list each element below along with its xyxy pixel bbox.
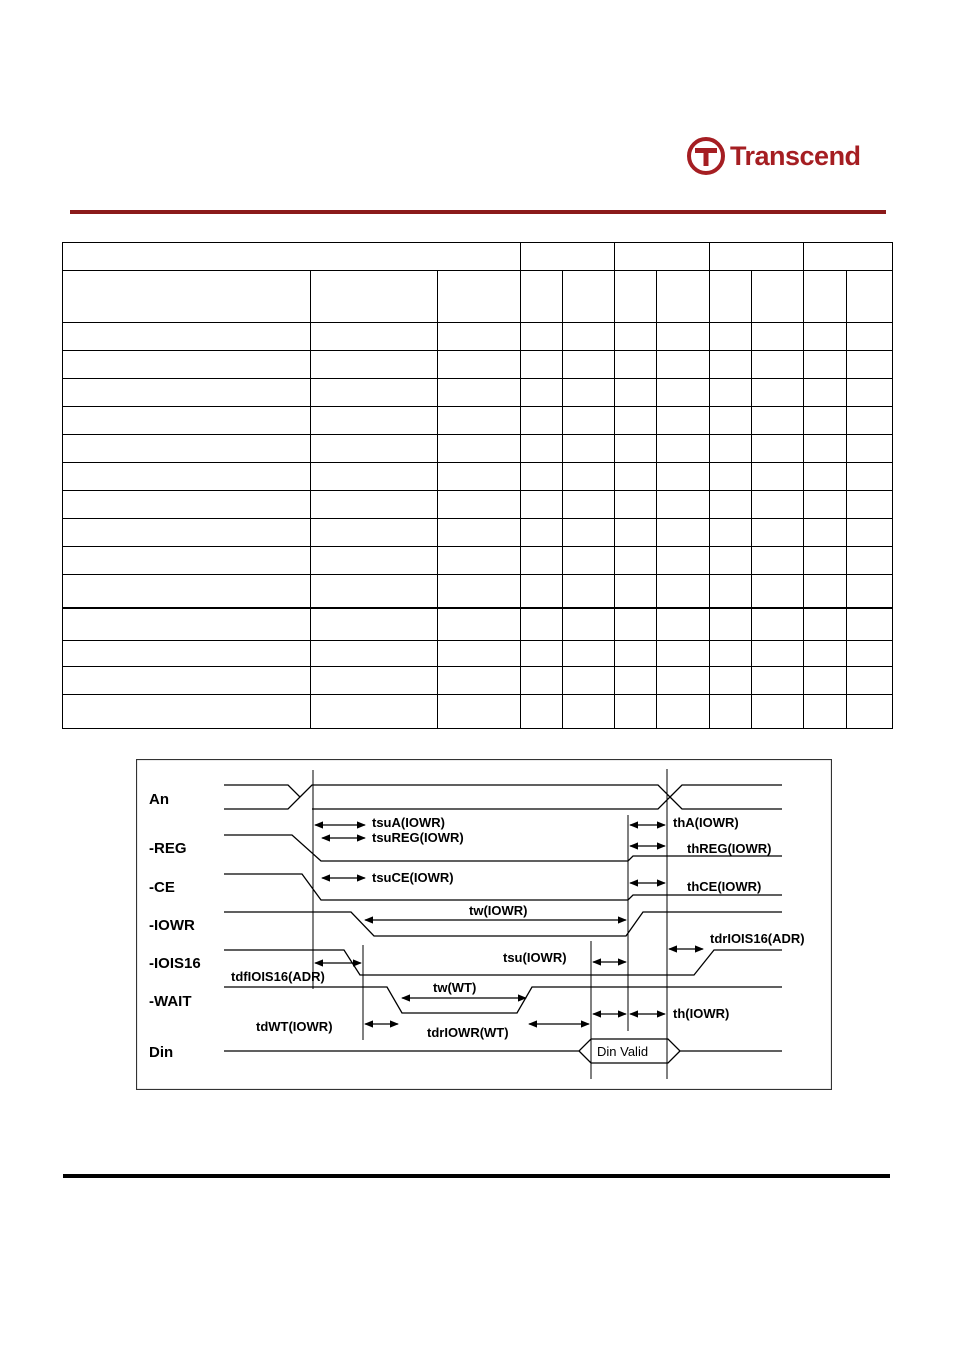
table-cell	[311, 695, 438, 729]
table-cell	[63, 323, 311, 351]
table-cell	[847, 667, 893, 695]
table-row	[63, 491, 893, 519]
table-cell	[615, 695, 657, 729]
table-cell	[847, 271, 893, 323]
table-cell	[521, 608, 563, 641]
table-cell	[63, 575, 311, 608]
signal-label-ce: -CE	[149, 879, 175, 896]
table-cell	[710, 575, 752, 608]
timing-parameter-table	[62, 242, 893, 729]
table-cell	[563, 641, 615, 667]
table-cell	[657, 271, 710, 323]
table-cell	[615, 608, 657, 641]
table-cell	[752, 491, 804, 519]
table-cell	[752, 575, 804, 608]
table-cell	[438, 547, 521, 575]
label-thce: thCE(IOWR)	[687, 879, 762, 894]
table-cell	[752, 435, 804, 463]
table-cell	[563, 271, 615, 323]
table-cell	[804, 695, 847, 729]
table-cell	[657, 351, 710, 379]
table-cell	[438, 519, 521, 547]
table-cell	[438, 379, 521, 407]
table-cell	[804, 463, 847, 491]
table-cell	[804, 271, 847, 323]
table-cell	[847, 379, 893, 407]
table-cell	[563, 379, 615, 407]
table-cell	[63, 491, 311, 519]
label-tsureg: tsuREG(IOWR)	[372, 830, 464, 845]
table-cell	[752, 667, 804, 695]
table-cell	[521, 519, 563, 547]
table-cell	[63, 463, 311, 491]
table-cell	[657, 323, 710, 351]
table-cell	[63, 667, 311, 695]
table-cell	[847, 695, 893, 729]
table-cell	[311, 667, 438, 695]
table-cell	[615, 435, 657, 463]
header-rule	[70, 210, 886, 214]
table-subheader-row	[63, 271, 893, 323]
label-tdr-iowr-wt: tdrIOWR(WT)	[427, 1025, 509, 1040]
table-cell	[63, 271, 311, 323]
table-cell	[311, 435, 438, 463]
table-cell	[438, 608, 521, 641]
table-cell	[752, 641, 804, 667]
table-cell	[311, 547, 438, 575]
io-write-timing-diagram	[136, 759, 832, 1090]
table-cell	[615, 243, 710, 271]
table-cell	[710, 608, 752, 641]
table-cell	[63, 243, 521, 271]
table-cell	[521, 323, 563, 351]
table-cell	[804, 547, 847, 575]
table-cell	[657, 695, 710, 729]
table-cell	[521, 695, 563, 729]
table-row	[63, 641, 893, 667]
table-cell	[615, 667, 657, 695]
table-cell	[752, 519, 804, 547]
table-cell	[438, 667, 521, 695]
table-header-row	[63, 243, 893, 271]
label-tdwt: tdWT(IOWR)	[256, 1019, 333, 1034]
table-cell	[615, 351, 657, 379]
table-cell	[311, 271, 438, 323]
table-cell	[752, 271, 804, 323]
table-row	[63, 407, 893, 435]
table-cell	[438, 351, 521, 379]
table-cell	[63, 608, 311, 641]
table-row	[63, 463, 893, 491]
table-cell	[657, 547, 710, 575]
label-tsua: tsuA(IOWR)	[372, 815, 445, 830]
table-cell	[847, 407, 893, 435]
table-cell	[804, 519, 847, 547]
table-cell	[615, 641, 657, 667]
table-cell	[521, 351, 563, 379]
brand-name: Transcend	[730, 140, 861, 171]
table-cell	[521, 243, 615, 271]
table-row	[63, 435, 893, 463]
table-cell	[657, 519, 710, 547]
table-cell	[710, 271, 752, 323]
table-cell	[563, 695, 615, 729]
table-cell	[615, 323, 657, 351]
table-cell	[657, 435, 710, 463]
table-row	[63, 695, 893, 729]
table-cell	[563, 608, 615, 641]
table-cell	[615, 519, 657, 547]
signal-label-reg: -REG	[149, 840, 187, 857]
table-cell	[804, 323, 847, 351]
table-cell	[615, 547, 657, 575]
table-cell	[804, 351, 847, 379]
table-cell	[710, 547, 752, 575]
table-cell	[847, 608, 893, 641]
table-cell	[657, 463, 710, 491]
table-cell	[63, 435, 311, 463]
table-row	[63, 608, 893, 641]
table-cell	[521, 379, 563, 407]
table-cell	[311, 379, 438, 407]
table-cell	[521, 641, 563, 667]
table-cell	[311, 575, 438, 608]
table-cell	[804, 243, 893, 271]
table-cell	[710, 519, 752, 547]
table-cell	[63, 695, 311, 729]
table-cell	[438, 271, 521, 323]
label-tw-iowr: tw(IOWR)	[469, 903, 528, 918]
table-cell	[438, 407, 521, 435]
signal-label-iowr: -IOWR	[149, 917, 195, 934]
table-cell	[63, 641, 311, 667]
table-cell	[615, 463, 657, 491]
table-cell	[710, 435, 752, 463]
label-th: th(IOWR)	[673, 1006, 730, 1021]
table-cell	[752, 547, 804, 575]
table-cell	[847, 491, 893, 519]
table-cell	[563, 435, 615, 463]
table-cell	[804, 667, 847, 695]
table-row	[63, 519, 893, 547]
table-cell	[63, 547, 311, 575]
label-tsuce: tsuCE(IOWR)	[372, 870, 454, 885]
table-cell	[710, 463, 752, 491]
table-cell	[563, 575, 615, 608]
table-cell	[804, 575, 847, 608]
table-row	[63, 323, 893, 351]
table-cell	[847, 575, 893, 608]
signal-label-iois16: -IOIS16	[149, 955, 201, 972]
signal-label-an: An	[149, 791, 169, 808]
footer-rule	[63, 1174, 890, 1178]
table-cell	[847, 547, 893, 575]
table-cell	[710, 379, 752, 407]
table-cell	[804, 608, 847, 641]
table-cell	[657, 407, 710, 435]
table-cell	[710, 641, 752, 667]
table-cell	[710, 491, 752, 519]
table-cell	[63, 351, 311, 379]
transcend-t-logo-icon	[686, 136, 726, 176]
table-cell	[710, 323, 752, 351]
table-cell	[563, 491, 615, 519]
table-cell	[657, 575, 710, 608]
table-row	[63, 379, 893, 407]
table-cell	[563, 547, 615, 575]
table-row	[63, 667, 893, 695]
table-cell	[563, 407, 615, 435]
table-cell	[710, 667, 752, 695]
table-cell	[563, 519, 615, 547]
table-cell	[752, 379, 804, 407]
table-cell	[311, 323, 438, 351]
table-cell	[563, 463, 615, 491]
table-cell	[311, 491, 438, 519]
table-cell	[563, 667, 615, 695]
table-cell	[615, 379, 657, 407]
table-cell	[657, 641, 710, 667]
table-row	[63, 351, 893, 379]
table-cell	[804, 435, 847, 463]
table-cell	[521, 435, 563, 463]
table-row	[63, 575, 893, 608]
label-din-valid: Din Valid	[597, 1044, 649, 1059]
table-row	[63, 547, 893, 575]
table-cell	[710, 243, 804, 271]
table-cell	[847, 463, 893, 491]
table-cell	[847, 519, 893, 547]
table-cell	[311, 608, 438, 641]
table-cell	[847, 323, 893, 351]
table-cell	[657, 379, 710, 407]
label-tdf-iois16: tdfIOIS16(ADR)	[231, 969, 325, 984]
table-cell	[63, 379, 311, 407]
table-cell	[521, 407, 563, 435]
label-tw-wt: tw(WT)	[433, 980, 477, 995]
table-cell	[847, 641, 893, 667]
table-cell	[438, 491, 521, 519]
table-cell	[311, 519, 438, 547]
table-cell	[521, 463, 563, 491]
table-cell	[521, 575, 563, 608]
table-cell	[710, 351, 752, 379]
label-threg: thREG(IOWR)	[687, 841, 772, 856]
signal-label-wait: -WAIT	[149, 993, 192, 1010]
table-cell	[311, 407, 438, 435]
table-cell	[521, 271, 563, 323]
table-cell	[615, 271, 657, 323]
table-cell	[63, 407, 311, 435]
table-cell	[615, 575, 657, 608]
table-cell	[752, 407, 804, 435]
table-cell	[63, 519, 311, 547]
label-tdr-iois16: tdrIOIS16(ADR)	[710, 931, 805, 946]
label-tha: thA(IOWR)	[673, 815, 739, 830]
table-cell	[563, 351, 615, 379]
table-cell	[311, 463, 438, 491]
table-cell	[438, 575, 521, 608]
label-tsu: tsu(IOWR)	[503, 950, 567, 965]
table-cell	[710, 407, 752, 435]
table-cell	[847, 351, 893, 379]
table-cell	[657, 491, 710, 519]
table-cell	[804, 641, 847, 667]
table-cell	[752, 323, 804, 351]
table-cell	[752, 351, 804, 379]
table-cell	[311, 351, 438, 379]
table-cell	[752, 463, 804, 491]
table-cell	[804, 379, 847, 407]
table-cell	[752, 608, 804, 641]
table-cell	[710, 695, 752, 729]
table-cell	[657, 608, 710, 641]
table-cell	[438, 463, 521, 491]
table-cell	[521, 667, 563, 695]
table-cell	[521, 491, 563, 519]
table-cell	[804, 407, 847, 435]
table-cell	[804, 491, 847, 519]
table-cell	[438, 695, 521, 729]
table-cell	[311, 641, 438, 667]
table-cell	[521, 547, 563, 575]
table-cell	[847, 435, 893, 463]
table-cell	[438, 435, 521, 463]
table-cell	[752, 695, 804, 729]
signal-label-din: Din	[149, 1044, 174, 1061]
table-cell	[657, 667, 710, 695]
table-cell	[563, 323, 615, 351]
transcend-logo	[686, 136, 861, 176]
table-cell	[615, 407, 657, 435]
table-cell	[615, 491, 657, 519]
table-cell	[438, 641, 521, 667]
table-cell	[438, 323, 521, 351]
